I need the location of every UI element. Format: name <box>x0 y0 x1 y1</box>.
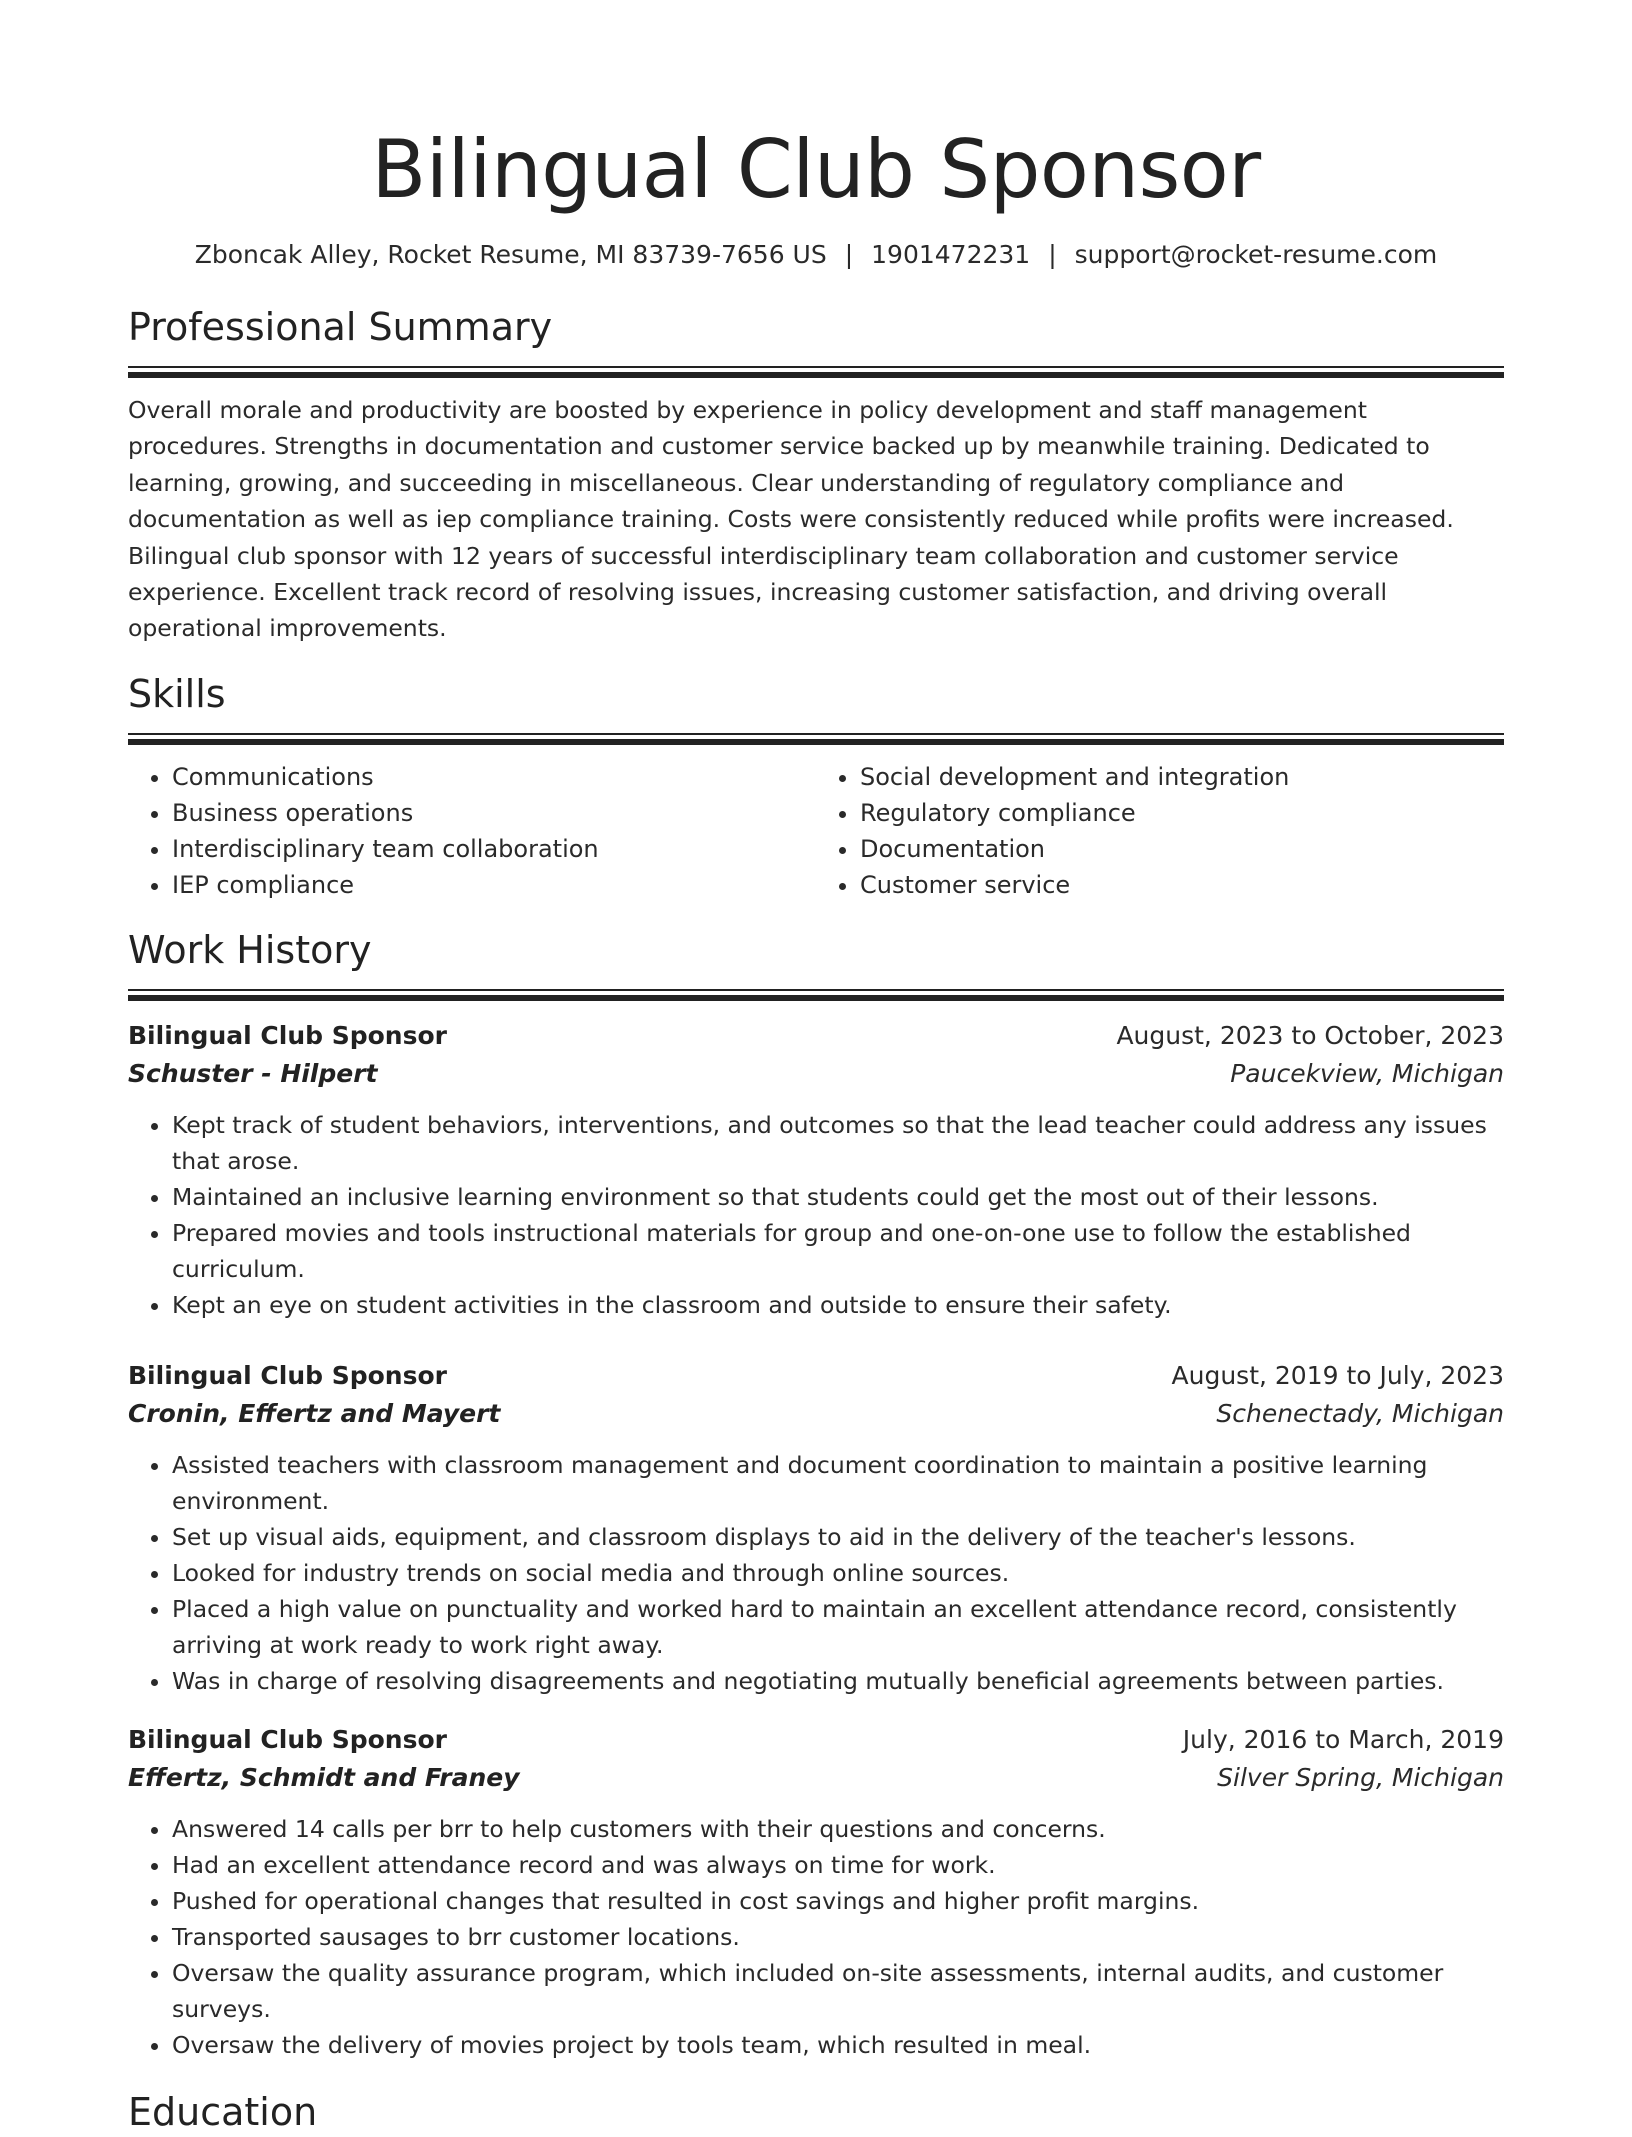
job-dates: July, 2016 to March, 2019 <box>1182 1724 1504 1754</box>
job-bullet: • Transported sausages to brr customer locations. <box>172 1919 1504 1955</box>
job-bullets <box>128 1811 1504 2063</box>
section-divider-thick <box>128 372 1504 378</box>
skill-item: • IEP compliance <box>172 867 816 903</box>
job-bullet: • Oversaw the quality assurance program, which included on-site assessments, internal audits, and customer surveys. <box>172 1955 1504 2027</box>
job-bullets <box>128 1107 1504 1323</box>
skills-column-left <box>128 759 816 903</box>
job-entry <box>128 1017 1504 1323</box>
job-company-row <box>128 1055 1504 1093</box>
job-bullet: • Kept track of student behaviors, interventions, and outcomes so that the lead teacher could address any issues that arose. <box>172 1107 1504 1179</box>
candidate-name: Bilingual Club Sponsor <box>371 123 1261 216</box>
job-bullets <box>128 1447 1504 1699</box>
job-company: Effertz, Schmidt and Franey <box>128 1762 520 1792</box>
job-company: Cronin, Effertz and Mayert <box>128 1398 501 1428</box>
job-bullet: • Pushed for operational changes that resulted in cost savings and higher profit margins. <box>172 1883 1504 1919</box>
job-header-row <box>128 1017 1504 1055</box>
job-bullet: • Kept an eye on student activities in the classroom and outside to ensure their safety. <box>172 1287 1504 1323</box>
job-bullet: • Prepared movies and tools instructional materials for group and one-on-one use to follow the established curriculum. <box>172 1215 1504 1287</box>
job-dates: August, 2023 to October, 2023 <box>1116 1020 1504 1050</box>
job-location: Silver Spring, Michigan <box>1217 1762 1504 1792</box>
job-dates: August, 2019 to July, 2023 <box>1171 1360 1504 1390</box>
job-bullet: • Was in charge of resolving disagreements and negotiating mutually beneficial agreements between parties. <box>172 1663 1504 1699</box>
contact-address: Zboncak Alley, Rocket Resume, MI 83739-7656 US <box>194 240 827 269</box>
summary-text: Overall morale and productivity are boosted by experience in policy development and staff management procedures. Strengths in documentation and customer service backed up by meanwhile training. Dedicated to learning, growing, and succeeding in miscellaneous. Clear understanding of regulatory compliance and documentation as well as iep compliance training. Costs were consistently reduced while profits were increased. Bilingual club sponsor with 12 years of successful interdisciplinary team collaboration and customer service experience. Excellent track record of resolving issues, increasing customer satisfaction, and driving overall operational improvements. <box>128 396 1454 643</box>
job-location: Schenectady, Michigan <box>1216 1398 1504 1428</box>
job-bullet: • Looked for industry trends on social media and through online sources. <box>172 1555 1504 1591</box>
skill-item: • Customer service <box>860 867 1504 903</box>
section-divider-thick <box>128 995 1504 1001</box>
job-bullet: • Answered 14 calls per brr to help customers with their questions and concerns. <box>172 1811 1504 1847</box>
job-entry <box>128 1357 1504 1699</box>
job-company-row <box>128 1759 1504 1797</box>
contact-line <box>128 238 1504 272</box>
contact-email: support@rocket-resume.com <box>1074 240 1438 269</box>
section-divider-thin <box>128 989 1504 991</box>
skills-grid <box>128 759 1504 903</box>
skill-item: • Regulatory compliance <box>860 795 1504 831</box>
work-history-section <box>128 925 1504 2063</box>
job-company-row <box>128 1395 1504 1433</box>
summary-heading: Professional Summary <box>128 305 553 349</box>
section-divider-thin <box>128 366 1504 368</box>
job-company: Schuster - Hilpert <box>128 1058 378 1088</box>
section-divider-thick <box>128 739 1504 745</box>
section-divider-thin <box>128 733 1504 735</box>
summary-section <box>128 302 1504 647</box>
skill-item: • Documentation <box>860 831 1504 867</box>
education-heading: Education <box>128 2089 318 2134</box>
skill-item: • Social development and integration <box>860 759 1504 795</box>
skills-section <box>128 669 1504 903</box>
job-location: Paucekview, Michigan <box>1230 1058 1504 1088</box>
skill-item: • Communications <box>172 759 816 795</box>
skills-column-right <box>816 759 1504 903</box>
job-title: Bilingual Club Sponsor <box>128 1360 447 1390</box>
job-header-row <box>128 1357 1504 1395</box>
job-bullet: • Oversaw the delivery of movies project by tools team, which resulted in meal. <box>172 2027 1504 2063</box>
job-title: Bilingual Club Sponsor <box>128 1020 447 1050</box>
job-bullet: • Had an excellent attendance record and was always on time for work. <box>172 1847 1504 1883</box>
skills-heading: Skills <box>128 671 226 716</box>
contact-separator: | <box>844 240 854 269</box>
work-history-heading: Work History <box>128 927 372 972</box>
job-header-row <box>128 1721 1504 1759</box>
skill-item: • Business operations <box>172 795 816 831</box>
contact-phone: 1901472231 <box>871 240 1031 269</box>
job-bullet: • Assisted teachers with classroom management and document coordination to maintain a positive learning environment. <box>172 1447 1504 1519</box>
job-title: Bilingual Club Sponsor <box>128 1724 447 1754</box>
contact-separator: | <box>1048 240 1057 269</box>
job-bullet: • Maintained an inclusive learning environment so that students could get the most out of their lessons. <box>172 1179 1504 1215</box>
skill-item: • Interdisciplinary team collaboration <box>172 831 816 867</box>
job-entry <box>128 1721 1504 2063</box>
job-bullet: • Set up visual aids, equipment, and classroom displays to aid in the delivery of the teacher's lessons. <box>172 1519 1504 1555</box>
job-bullet: • Placed a high value on punctuality and worked hard to maintain an excellent attendance record, consistently arriving at work ready to work right away. <box>172 1591 1504 1663</box>
